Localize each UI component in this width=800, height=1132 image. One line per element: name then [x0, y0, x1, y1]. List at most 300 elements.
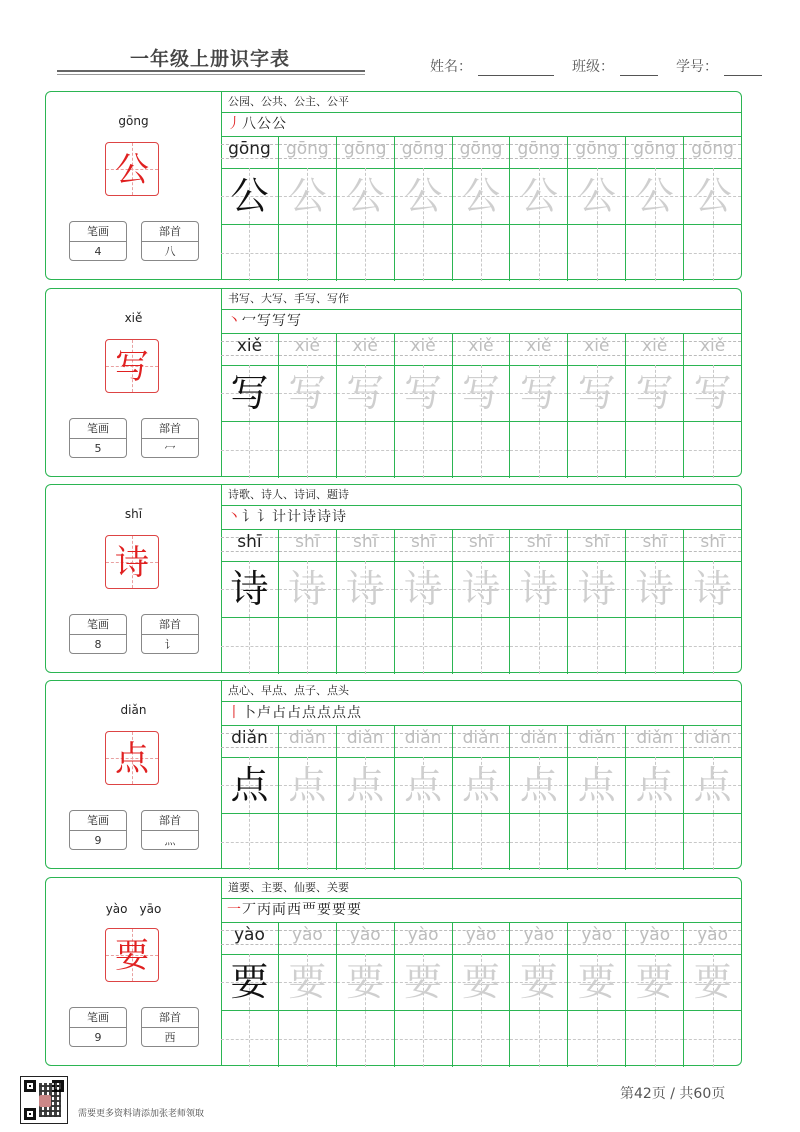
- stroke-count-box: [69, 810, 127, 850]
- character-card: [45, 288, 742, 477]
- pinyin-cell[interactable]: [568, 725, 626, 757]
- tracing-cell[interactable]: [279, 954, 337, 1010]
- tracing-char: 诗: [288, 567, 327, 611]
- pinyin-cell[interactable]: [453, 922, 511, 954]
- pinyin-text: diǎn: [346, 728, 384, 748]
- practice-cell[interactable]: [626, 618, 684, 674]
- pinyin-text: yào: [639, 925, 671, 945]
- stroke-step: 写: [257, 313, 271, 329]
- tracing-cell[interactable]: [221, 168, 279, 224]
- tracing-char: 写: [288, 371, 327, 415]
- practice-cell[interactable]: [337, 422, 395, 478]
- pinyin-text: gōng: [517, 139, 561, 159]
- radical-box: [141, 810, 199, 850]
- pinyin-cell[interactable]: [684, 725, 741, 757]
- practice-cell[interactable]: [510, 1011, 568, 1067]
- tracing-cell[interactable]: [626, 365, 684, 421]
- practice-area: [221, 485, 741, 672]
- pinyin-cell[interactable]: [337, 529, 395, 561]
- tracing-char: 诗: [693, 567, 732, 611]
- stroke-step: 丿: [227, 116, 241, 132]
- tracing-char: 要: [404, 960, 443, 1004]
- stroke-step: 卢: [257, 705, 271, 721]
- pinyin-cell[interactable]: [279, 136, 337, 168]
- tracing-cell[interactable]: [626, 757, 684, 813]
- pinyin-cell[interactable]: [626, 725, 684, 757]
- tracing-char: 写: [519, 371, 558, 415]
- pinyin-cell[interactable]: [568, 922, 626, 954]
- tracing-cell[interactable]: [395, 365, 453, 421]
- character-card: [45, 877, 742, 1066]
- stroke-order: [221, 701, 741, 726]
- tracing-cell[interactable]: [568, 365, 626, 421]
- practice-cell[interactable]: [337, 225, 395, 281]
- practice-cell[interactable]: [395, 1011, 453, 1067]
- pinyin-text: gōng: [459, 139, 503, 159]
- tracing-char: 公: [519, 174, 558, 218]
- pinyin-cell[interactable]: [684, 922, 741, 954]
- practice-area: [221, 92, 741, 279]
- stroke-count-value: 4: [94, 245, 102, 258]
- tracing-char: 写: [230, 371, 269, 415]
- practice-cell[interactable]: [221, 814, 279, 870]
- stroke-step: 写: [272, 313, 286, 329]
- pinyin-text: xiě: [352, 336, 378, 356]
- practice-area: [221, 878, 741, 1065]
- pinyin-text: diǎn: [520, 728, 558, 748]
- practice-cell[interactable]: [568, 225, 626, 281]
- tracing-cell[interactable]: [568, 757, 626, 813]
- tracing-row: [221, 561, 741, 618]
- tracing-char: 诗: [230, 567, 269, 611]
- practice-row: [221, 225, 741, 281]
- tracing-char: 点: [230, 763, 269, 807]
- tracing-char: 要: [230, 960, 269, 1004]
- practice-cell[interactable]: [221, 225, 279, 281]
- tracing-cell[interactable]: [453, 954, 511, 1010]
- tracing-char: 点: [635, 763, 674, 807]
- pinyin-cell[interactable]: [453, 529, 511, 561]
- practice-row: [221, 618, 741, 674]
- tracing-char: 诗: [519, 567, 558, 611]
- pinyin-cell[interactable]: [221, 922, 279, 954]
- pinyin-text: yào: [291, 925, 323, 945]
- tracing-cell[interactable]: [510, 757, 568, 813]
- stroke-step: 丶: [227, 313, 241, 329]
- stroke-step: 卜: [242, 705, 256, 721]
- tracing-cell[interactable]: [337, 561, 395, 617]
- practice-cell[interactable]: [395, 422, 453, 478]
- name-field[interactable]: [430, 56, 564, 76]
- tracing-row: [221, 757, 741, 814]
- pinyin-cell[interactable]: [626, 136, 684, 168]
- stroke-step: 丙: [257, 902, 271, 918]
- stroke-step: 诗: [302, 509, 316, 525]
- stroke-step: 诗: [317, 509, 331, 525]
- word-examples: 道要、主要、仙要、关要: [221, 878, 741, 899]
- pinyin-cell[interactable]: [510, 725, 568, 757]
- practice-cell[interactable]: [221, 618, 279, 674]
- practice-cell[interactable]: [279, 1011, 337, 1067]
- pinyin-cell[interactable]: [395, 922, 453, 954]
- pinyin-text: shī: [584, 532, 609, 552]
- big-character-text: 公: [115, 150, 149, 190]
- pinyin-text: xiě: [236, 336, 263, 356]
- tracing-cell[interactable]: [510, 365, 568, 421]
- pinyin-text: shī: [353, 532, 378, 552]
- practice-cell[interactable]: [453, 1011, 511, 1067]
- practice-cell[interactable]: [626, 225, 684, 281]
- tracing-char: 写: [462, 371, 501, 415]
- pinyin-cell[interactable]: [221, 529, 279, 561]
- stroke-count-value: 9: [94, 1031, 102, 1044]
- tracing-cell[interactable]: [221, 561, 279, 617]
- pinyin-text: yào: [234, 925, 265, 945]
- pinyin-cell[interactable]: [221, 136, 279, 168]
- practice-cell[interactable]: [568, 422, 626, 478]
- practice-cell[interactable]: [510, 618, 568, 674]
- practice-cell[interactable]: [568, 618, 626, 674]
- practice-cell[interactable]: [568, 814, 626, 870]
- pinyin-row: [221, 136, 741, 169]
- big-character-text: 点: [115, 739, 149, 779]
- radical-box: [141, 1007, 199, 1047]
- tracing-cell[interactable]: [337, 757, 395, 813]
- tracing-row: [221, 954, 741, 1011]
- pinyin-text: gōng: [343, 139, 387, 159]
- stroke-count-box: [69, 1007, 127, 1047]
- tracing-char: 点: [288, 763, 327, 807]
- practice-cell[interactable]: [510, 814, 568, 870]
- tracing-cell[interactable]: [337, 168, 395, 224]
- stroke-step: 公: [272, 116, 286, 132]
- pinyin-text: gōng: [575, 139, 619, 159]
- pinyin-cell[interactable]: [568, 333, 626, 365]
- pinyin-cell[interactable]: [279, 725, 337, 757]
- title-underline: [57, 70, 365, 72]
- practice-cell[interactable]: [337, 618, 395, 674]
- tracing-cell[interactable]: [453, 168, 511, 224]
- tracing-cell[interactable]: [221, 757, 279, 813]
- practice-cell[interactable]: [626, 814, 684, 870]
- pinyin-cell[interactable]: [279, 529, 337, 561]
- tracing-cell[interactable]: [568, 561, 626, 617]
- practice-cell[interactable]: [684, 618, 741, 674]
- radical-box: [141, 418, 199, 458]
- tracing-char: 诗: [462, 567, 501, 611]
- practice-cell[interactable]: [684, 814, 741, 870]
- pinyin-cell[interactable]: [279, 333, 337, 365]
- pinyin-text: yào: [465, 925, 497, 945]
- pinyin-cell[interactable]: [221, 725, 279, 757]
- tracing-cell[interactable]: [568, 168, 626, 224]
- tracing-char: 写: [693, 371, 732, 415]
- pinyin-cell[interactable]: [626, 529, 684, 561]
- big-character: [105, 339, 159, 393]
- pinyin-cell[interactable]: [684, 333, 741, 365]
- radical-label: 部首: [142, 615, 198, 635]
- pinyin-text: xiě: [526, 336, 552, 356]
- tracing-cell[interactable]: [568, 954, 626, 1010]
- tracing-cell[interactable]: [684, 365, 741, 421]
- tracing-cell[interactable]: [510, 954, 568, 1010]
- tracing-cell[interactable]: [626, 168, 684, 224]
- pinyin-cell[interactable]: [510, 529, 568, 561]
- pinyin-text: yào: [349, 925, 381, 945]
- practice-cell[interactable]: [510, 225, 568, 281]
- practice-cell[interactable]: [279, 225, 337, 281]
- tracing-cell[interactable]: [626, 954, 684, 1010]
- writing-grid: [221, 529, 741, 672]
- tracing-cell[interactable]: [453, 365, 511, 421]
- name-blank[interactable]: [478, 61, 554, 76]
- pinyin-cell[interactable]: [568, 529, 626, 561]
- practice-cell[interactable]: [684, 1011, 741, 1067]
- radical-value: 灬: [164, 834, 176, 847]
- tracing-cell[interactable]: [337, 954, 395, 1010]
- stroke-step: 一: [227, 902, 241, 918]
- word-examples: 公园、公共、公主、公平: [221, 92, 741, 113]
- stroke-count-label: 笔画: [70, 615, 126, 635]
- pinyin-cell[interactable]: [626, 922, 684, 954]
- character-card: [45, 484, 742, 673]
- practice-cell[interactable]: [626, 422, 684, 478]
- card-info: [46, 485, 222, 672]
- stroke-step: 诗: [332, 509, 346, 525]
- pinyin-cell[interactable]: [453, 725, 511, 757]
- tracing-cell[interactable]: [684, 168, 741, 224]
- tracing-char: 点: [693, 763, 732, 807]
- page-title: 一年级上册识字表: [130, 48, 291, 70]
- pinyin-text: shī: [642, 532, 667, 552]
- writing-grid: [221, 333, 741, 476]
- pinyin-cell[interactable]: [684, 136, 741, 168]
- tracing-cell[interactable]: [395, 954, 453, 1010]
- big-character: [105, 535, 159, 589]
- tracing-row: [221, 168, 741, 225]
- stroke-step: 点: [302, 705, 316, 721]
- pinyin-cell[interactable]: [568, 136, 626, 168]
- tracing-cell[interactable]: [395, 561, 453, 617]
- pinyin-text: shī: [237, 532, 262, 552]
- pinyin-cell[interactable]: [279, 922, 337, 954]
- radical-label: 部首: [142, 1008, 198, 1028]
- stroke-step: 公: [257, 116, 271, 132]
- stroke-order: [221, 898, 741, 923]
- tracing-cell[interactable]: [453, 757, 511, 813]
- tracing-cell[interactable]: [510, 168, 568, 224]
- practice-cell[interactable]: [684, 225, 741, 281]
- practice-cell[interactable]: [279, 422, 337, 478]
- tracing-char: 公: [288, 174, 327, 218]
- stroke-count-value: 8: [94, 638, 102, 651]
- title-underline-thin: [57, 74, 365, 75]
- pinyin-cell[interactable]: [626, 333, 684, 365]
- tracing-cell[interactable]: [279, 757, 337, 813]
- big-character-text: 诗: [115, 543, 149, 583]
- pinyin-cell[interactable]: [337, 136, 395, 168]
- tracing-cell[interactable]: [626, 561, 684, 617]
- card-pinyin: shī: [124, 507, 143, 521]
- tracing-char: 诗: [635, 567, 674, 611]
- pinyin-cell[interactable]: [510, 333, 568, 365]
- practice-cell[interactable]: [395, 618, 453, 674]
- pinyin-cell[interactable]: [395, 136, 453, 168]
- big-character-text: 要: [115, 936, 149, 976]
- pinyin-cell[interactable]: [453, 136, 511, 168]
- tracing-cell[interactable]: [684, 954, 741, 1010]
- id-label: 学号：: [676, 59, 718, 75]
- stroke-count-label: 笔画: [70, 419, 126, 439]
- footer-note: 需要更多资料请添加张老师领取: [78, 1109, 205, 1119]
- writing-grid: [221, 136, 741, 279]
- pinyin-text: gōng: [691, 139, 734, 159]
- class-label: 班级：: [572, 59, 614, 75]
- practice-cell[interactable]: [279, 814, 337, 870]
- practice-cell[interactable]: [453, 225, 511, 281]
- stroke-step: 要: [332, 902, 346, 918]
- tracing-char: 诗: [404, 567, 443, 611]
- pinyin-text: xiě: [294, 336, 320, 356]
- pinyin-cell[interactable]: [337, 333, 395, 365]
- practice-area: [221, 681, 741, 868]
- pinyin-row: [221, 333, 741, 366]
- stroke-step: 西: [287, 902, 301, 918]
- radical-value: 西: [164, 1031, 176, 1044]
- practice-cell[interactable]: [395, 225, 453, 281]
- word-examples: 书写、大写、手写、写作: [221, 289, 741, 310]
- stroke-step: 要: [317, 902, 331, 918]
- practice-cell[interactable]: [279, 618, 337, 674]
- practice-area: [221, 289, 741, 476]
- pinyin-text: gōng: [633, 139, 677, 159]
- page-number: 第42页 / 共60页: [620, 1086, 726, 1102]
- practice-cell[interactable]: [453, 618, 511, 674]
- stroke-step: 计: [272, 509, 286, 525]
- word-examples: 点心、早点、点子、点头: [221, 681, 741, 702]
- tracing-char: 公: [230, 174, 269, 218]
- tracing-cell[interactable]: [453, 561, 511, 617]
- tracing-cell[interactable]: [221, 954, 279, 1010]
- pinyin-text: diǎn: [231, 728, 268, 748]
- tracing-char: 要: [462, 960, 501, 1004]
- big-character-text: 写: [115, 347, 149, 387]
- writing-grid: [221, 922, 741, 1065]
- pinyin-cell[interactable]: [684, 529, 741, 561]
- tracing-char: 写: [346, 371, 385, 415]
- card-info: [46, 681, 222, 868]
- pinyin-text: gōng: [285, 139, 329, 159]
- pinyin-cell[interactable]: [510, 136, 568, 168]
- qr-code-icon: [20, 1076, 68, 1124]
- stroke-step: 冖: [242, 313, 256, 329]
- practice-cell[interactable]: [395, 814, 453, 870]
- pinyin-text: xiě: [584, 336, 610, 356]
- practice-cell[interactable]: [221, 1011, 279, 1067]
- pinyin-cell[interactable]: [221, 333, 279, 365]
- practice-cell[interactable]: [453, 422, 511, 478]
- pinyin-cell[interactable]: [337, 922, 395, 954]
- name-label: 姓名：: [430, 59, 472, 75]
- stroke-order: [221, 309, 741, 334]
- pinyin-text: diǎn: [578, 728, 616, 748]
- pinyin-cell[interactable]: [395, 529, 453, 561]
- stroke-count-label: 笔画: [70, 222, 126, 242]
- character-card: [45, 680, 742, 869]
- practice-cell[interactable]: [568, 1011, 626, 1067]
- tracing-cell[interactable]: [279, 561, 337, 617]
- tracing-char: 写: [404, 371, 443, 415]
- tracing-cell[interactable]: [221, 365, 279, 421]
- tracing-cell[interactable]: [395, 757, 453, 813]
- pinyin-cell[interactable]: [395, 725, 453, 757]
- pinyin-row: [221, 529, 741, 562]
- pinyin-text: xiě: [468, 336, 494, 356]
- stroke-count-box: [69, 418, 127, 458]
- tracing-char: 要: [519, 960, 558, 1004]
- stroke-step: 点: [317, 705, 331, 721]
- pinyin-cell[interactable]: [453, 333, 511, 365]
- big-character: [105, 142, 159, 196]
- tracing-cell[interactable]: [279, 168, 337, 224]
- practice-cell[interactable]: [337, 1011, 395, 1067]
- tracing-cell[interactable]: [684, 561, 741, 617]
- tracing-char: 公: [635, 174, 674, 218]
- tracing-cell[interactable]: [337, 365, 395, 421]
- character-card: [45, 91, 742, 280]
- practice-cell[interactable]: [510, 422, 568, 478]
- big-character: [105, 731, 159, 785]
- student-fields: [430, 56, 772, 76]
- pinyin-text: shī: [526, 532, 552, 552]
- id-blank[interactable]: [724, 61, 762, 76]
- card-pinyin: diǎn: [120, 703, 147, 717]
- tracing-cell[interactable]: [279, 365, 337, 421]
- pinyin-text: diǎn: [288, 728, 326, 748]
- tracing-cell[interactable]: [510, 561, 568, 617]
- writing-grid: [221, 725, 741, 868]
- practice-cell[interactable]: [221, 422, 279, 478]
- practice-cell[interactable]: [337, 814, 395, 870]
- pinyin-text: yào: [697, 925, 729, 945]
- stroke-count-label: 笔画: [70, 1008, 126, 1028]
- practice-cell[interactable]: [626, 1011, 684, 1067]
- pinyin-cell[interactable]: [510, 922, 568, 954]
- card-info: [46, 878, 222, 1065]
- card-info: [46, 92, 222, 279]
- practice-cell[interactable]: [684, 422, 741, 478]
- card-pinyin: xiě: [124, 311, 143, 325]
- tracing-char: 点: [404, 763, 443, 807]
- id-field[interactable]: [676, 56, 772, 76]
- tracing-char: 公: [346, 174, 385, 218]
- pinyin-text: yào: [407, 925, 439, 945]
- stroke-step: 讠: [257, 509, 271, 525]
- pinyin-text: shī: [468, 532, 494, 552]
- tracing-char: 点: [519, 763, 558, 807]
- class-blank[interactable]: [620, 61, 658, 76]
- pinyin-cell[interactable]: [395, 333, 453, 365]
- practice-cell[interactable]: [453, 814, 511, 870]
- stroke-step: 点: [332, 705, 346, 721]
- tracing-cell[interactable]: [684, 757, 741, 813]
- tracing-cell[interactable]: [395, 168, 453, 224]
- pinyin-cell[interactable]: [337, 725, 395, 757]
- tracing-char: 诗: [577, 567, 616, 611]
- tracing-char: 公: [577, 174, 616, 218]
- practice-row: [221, 814, 741, 870]
- class-field[interactable]: [572, 56, 668, 76]
